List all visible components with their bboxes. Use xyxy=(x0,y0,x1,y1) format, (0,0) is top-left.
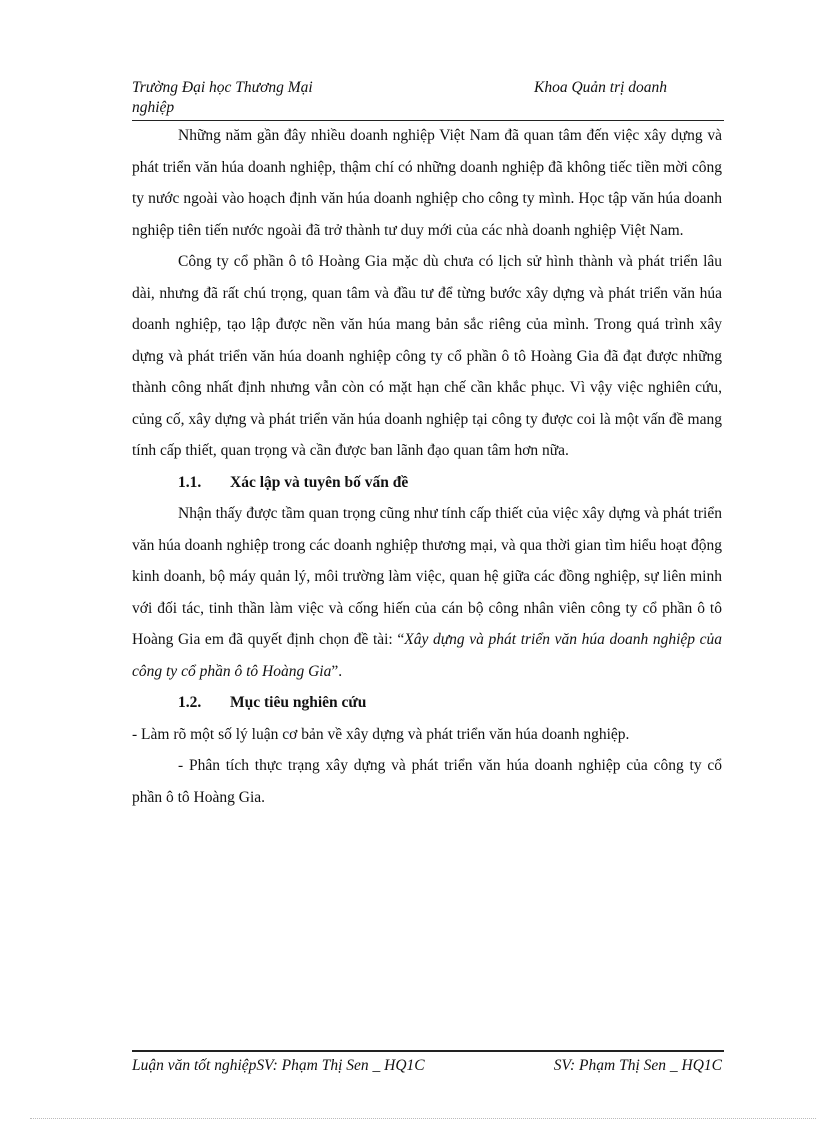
footer-divider xyxy=(132,1050,724,1052)
header-faculty: Khoa Quản trị doanh xyxy=(534,79,668,96)
header-faculty-wrap: nghiệp xyxy=(132,99,175,116)
section-number: 1.1. xyxy=(178,473,202,491)
page-header xyxy=(132,78,724,118)
header-school: Trường Đại học Thương Mại xyxy=(132,79,313,96)
paragraph-topic-end: ”. xyxy=(331,662,343,680)
page-footer xyxy=(132,1056,724,1076)
section-heading-1-1 xyxy=(132,467,722,499)
paragraph-company: Công ty cổ phần ô tô Hoàng Gia mặc dù chưa có lịch sử hình thành và phát triển lâu dài, nhưng đã rất chú trọng, quan tâm và đầu tư để từng bước xây dựng và phát triển văn húa doanh nghiệp, tạo lập được nền văn húa mang bản sắc riêng của mình. Trong quá trình xây dựng và phát triển văn húa doanh nghiệp công ty cổ phần ô tô Hoàng Gia đã đạt được những thành công nhất định nhưng vẫn còn có mặt hạn chế cần khắc phục. Vì vậy việc nghiên cứu, củng cố, xây dựng và phát triển văn húa doanh nghiệp tại công ty được coi là một vấn đề mang tính cấp thiết, quan trọng và cần được ban lãnh đạo quan tâm hơn nữa. xyxy=(132,253,722,459)
section-number: 1.2. xyxy=(178,694,202,711)
footer-left: Luận văn tốt nghiệpSV: Phạm Thị Sen _ HQ1C xyxy=(132,1057,425,1074)
section-title: Xác lập và tuyên bố vấn đề xyxy=(230,473,409,491)
section-heading-1-2 xyxy=(132,687,722,719)
thesis-topic: Xây dựng và phát triển văn húa doanh nghiệp của công ty cổ phần ô tô Hoàng Gia xyxy=(132,631,722,680)
footer-right: SV: Phạm Thị Sen _ HQ1C xyxy=(553,1057,722,1074)
page-edge xyxy=(30,1118,816,1119)
objective-item-2: - Phân tích thực trạng xây dựng và phát triển văn húa doanh nghiệp của công ty cổ phần ô tô Hoàng Gia. xyxy=(132,757,722,806)
document-body xyxy=(132,120,722,813)
section-title: Mục tiêu nghiên cứu xyxy=(230,694,367,711)
paragraph-topic-text: Nhận thấy được tầm quan trọng cũng như tính cấp thiết của việc xây dựng và phát triển văn húa doanh nghiệp trong các doanh nghiệp thương mại, và qua thời gian tìm hiểu hoạt động kinh doanh, bộ máy quản lý, môi trường làm việc, quan hệ giữa các đồng nghiệp, sự liên minh với đối tác, tinh thần làm việc và cống hiến của cán bộ công nhân viên công ty cổ phần ô tô Hoàng Gia em đã quyết định chọn đề tài: “ xyxy=(132,505,722,648)
objective-item-1: - Làm rõ một số lý luận cơ bản về xây dựng và phát triển văn húa doanh nghiệp. xyxy=(132,725,630,743)
paragraph-topic xyxy=(132,498,722,687)
paragraph-intro: Những năm gần đây nhiều doanh nghiệp Việt Nam đã quan tâm đến việc xây dựng và phát triển văn húa doanh nghiệp, thậm chí có những doanh nghiệp đã không tiếc tiền mời công ty nước ngoài vào hoạch định văn húa doanh nghiệp cho công ty mình. Học tập văn húa doanh nghiệp tiên tiến nước ngoài đã trở thành tư duy mới của các nhà doanh nghiệp Việt Nam. xyxy=(132,127,722,239)
